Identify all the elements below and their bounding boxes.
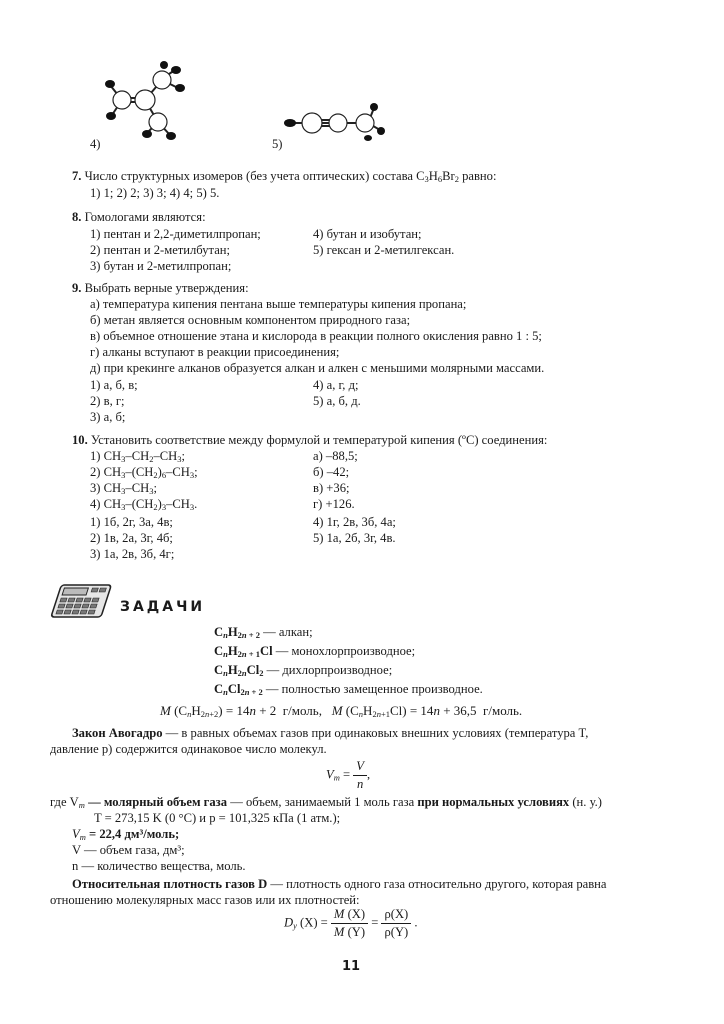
molar-volume-value-text: = 22,4 дм³/моль; [85,827,180,841]
question-10-option-4: 4) 1г, 2в, 3б, 4а; [313,515,396,529]
formula-4: 4) $CH_3-(CH_2)_3-CH_3$. [90,497,198,512]
question-7-number: 7. [72,169,82,183]
question-10-option-3: 3) 1а, 2в, 3б, 4г; [90,547,175,561]
question-8 [72,209,206,226]
question-9-option-2: 2) в, г; [90,394,125,408]
relative-density-formula: $D_y$ (X) = $\frac{M (X)}{M (Y)}$ = $\frac{\rho(X)}{\rho(Y)}$ . [284,907,418,939]
question-9-option-4: 4) а, г, д; [313,378,359,392]
temperature-g: г) +126. [313,497,355,511]
statement-d: д) при крекинге алканов образуется алкан и алкен с меньшими молярными массами. [90,361,545,375]
statement-v: в) объемное отношение этана и кислорода в реакции полного окисления равно 1 : 5; [90,329,542,343]
question-10-option-1: 1) 1б, 2г, 3а, 4в; [90,515,173,529]
density-text-1: — плотность одного газа относительно другого, которая равна [267,877,607,891]
molar-volume-value: $V_m = 22,4$ дм³/моль; [72,827,180,842]
molar-volume-def: — объем, занимаемый 1 моль газа [227,795,418,809]
formula-full-desc: — полностью замещенное производное. [262,682,483,696]
formula-sub: 3 [424,174,429,184]
question-8-number: 8. [72,210,82,224]
question-10 [72,432,547,449]
temperature-b: б) –42; [313,465,350,479]
statement-a: а) температура кипения пентана выше температуры кипения пропана; [90,297,467,311]
formula-alkane-desc: — алкан; [259,625,313,639]
avogadro-line-1 [72,725,588,742]
formula-mono-desc: — монохлорпроизводное; [272,644,416,658]
density-title: Относительная плотность газов D [72,877,268,891]
formula-mono: $C_nH_{2n + 1}Cl$ — монохлорпроизводное; [214,644,416,659]
page-number: 11 [342,959,361,974]
subscript-m: m [78,800,85,810]
avogadro-text-1: — в равных объемах газов при одинаковых внешних условиях (температура T, [162,726,589,740]
density-line-1 [72,876,607,893]
question-9-number: 9. [72,281,82,295]
question-8-option-4: 4) бутан и изобутан; [313,227,422,241]
statement-b: б) метан является основным компонентом природного газа; [90,313,411,327]
question-10-number: 10. [72,433,88,447]
question-7-options: 1) 1; 2) 2; 3) 3; 4) 4; 5) 5. [90,186,220,200]
formula-1: 1) $CH_3-CH_2-CH_3$; [90,449,185,464]
formula-part: H [428,169,438,183]
molecule-figure-4 [100,60,200,145]
temperature-v: в) +36; [313,481,350,495]
formula-sub: 2 [454,174,459,184]
formula-3: 3) $CH_3-CH_3$; [90,481,157,496]
question-9-option-3: 3) а, б; [90,410,126,424]
amount-description: n — количество вещества, моль. [72,859,246,873]
question-7-tail: равно: [458,169,497,183]
formula-sub: 6 [437,174,443,184]
avogadro-title: Закон Авогадро [72,726,163,740]
molar-volume-term: — молярный объем газа [84,795,228,809]
temperature-a: а) –88,5; [313,449,358,463]
question-8-option-5: 5) гексан и 2-метилгексан. [313,243,455,257]
question-8-option-1: 1) пентан и 2,2-диметилпропан; [90,227,261,241]
formula-alkane: $C_nH_{2n + 2}$ — алкан; [214,625,313,640]
calculator-icon [50,583,112,621]
question-7 [72,168,496,185]
volume-description: V — объем газа, дм³; [72,843,185,857]
molecule-figure-5 [280,100,390,145]
avogadro-line-2: давление p) содержится одинаковое число молекул. [50,742,327,756]
question-8-text: Гомологами являются: [84,210,206,224]
formula-full: $C_nCl_{2n + 2}$ — полностью замещенное производное. [214,682,483,697]
molar-mass-formulas: M $(C_nH_{2n+2}) = 14n + 2$ г/моль, M $(C_nH_{2n+1}Cl) = 14n + 36,5$ г/моль. [160,703,523,719]
density-line-2: отношению молекулярных масс газов или их плотностей: [50,893,360,907]
question-9-text: Выбрать верные утверждения: [84,281,249,295]
question-9 [72,280,249,297]
statement-g: г) алканы вступают в реакции присоединения; [90,345,340,359]
question-9-option-1: 1) а, б, в; [90,378,138,392]
where-text: где V [50,795,79,809]
figure-4-label: 4) [90,137,101,151]
question-10-option-5: 5) 1а, 2б, 3г, 4в. [313,531,396,545]
question-8-option-3: 3) бутан и 2-метилпропан; [90,259,232,273]
formula-di: $C_nH_{2n}Cl_2$ — дихлорпроизводное; [214,663,393,678]
normal-conditions-abbr: (н. у.) [569,795,602,809]
tasks-heading: ЗАДАЧИ [120,599,206,615]
normal-conditions-term: при нормальных условиях [417,795,570,809]
formula-di-desc: — дихлорпроизводное; [263,663,393,677]
question-10-text: Установить соответствие между формулой и температурой кипения (ºC) соединения: [90,433,548,447]
figure-5-label: 5) [272,137,283,151]
formula-part: Br [442,169,455,183]
question-9-option-5: 5) а, б, д. [313,394,361,408]
question-8-option-2: 2) пентан и 2-метилбутан; [90,243,231,257]
question-10-option-2: 2) 1в, 2а, 3г, 4б; [90,531,173,545]
formula-2: 2) $CH_3-(CH_2)_6-CH_3$; [90,465,198,480]
molar-volume-definition [50,794,602,811]
normal-conditions-values: T = 273,15 K (0 °C) и p = 101,325 кПа (1 атм.); [94,811,341,825]
molar-volume-formula: $V_m$ = $\frac{V}{n}$ , [326,759,371,791]
question-7-text: Число структурных изомеров (без учета оптических) состава C [84,169,425,183]
